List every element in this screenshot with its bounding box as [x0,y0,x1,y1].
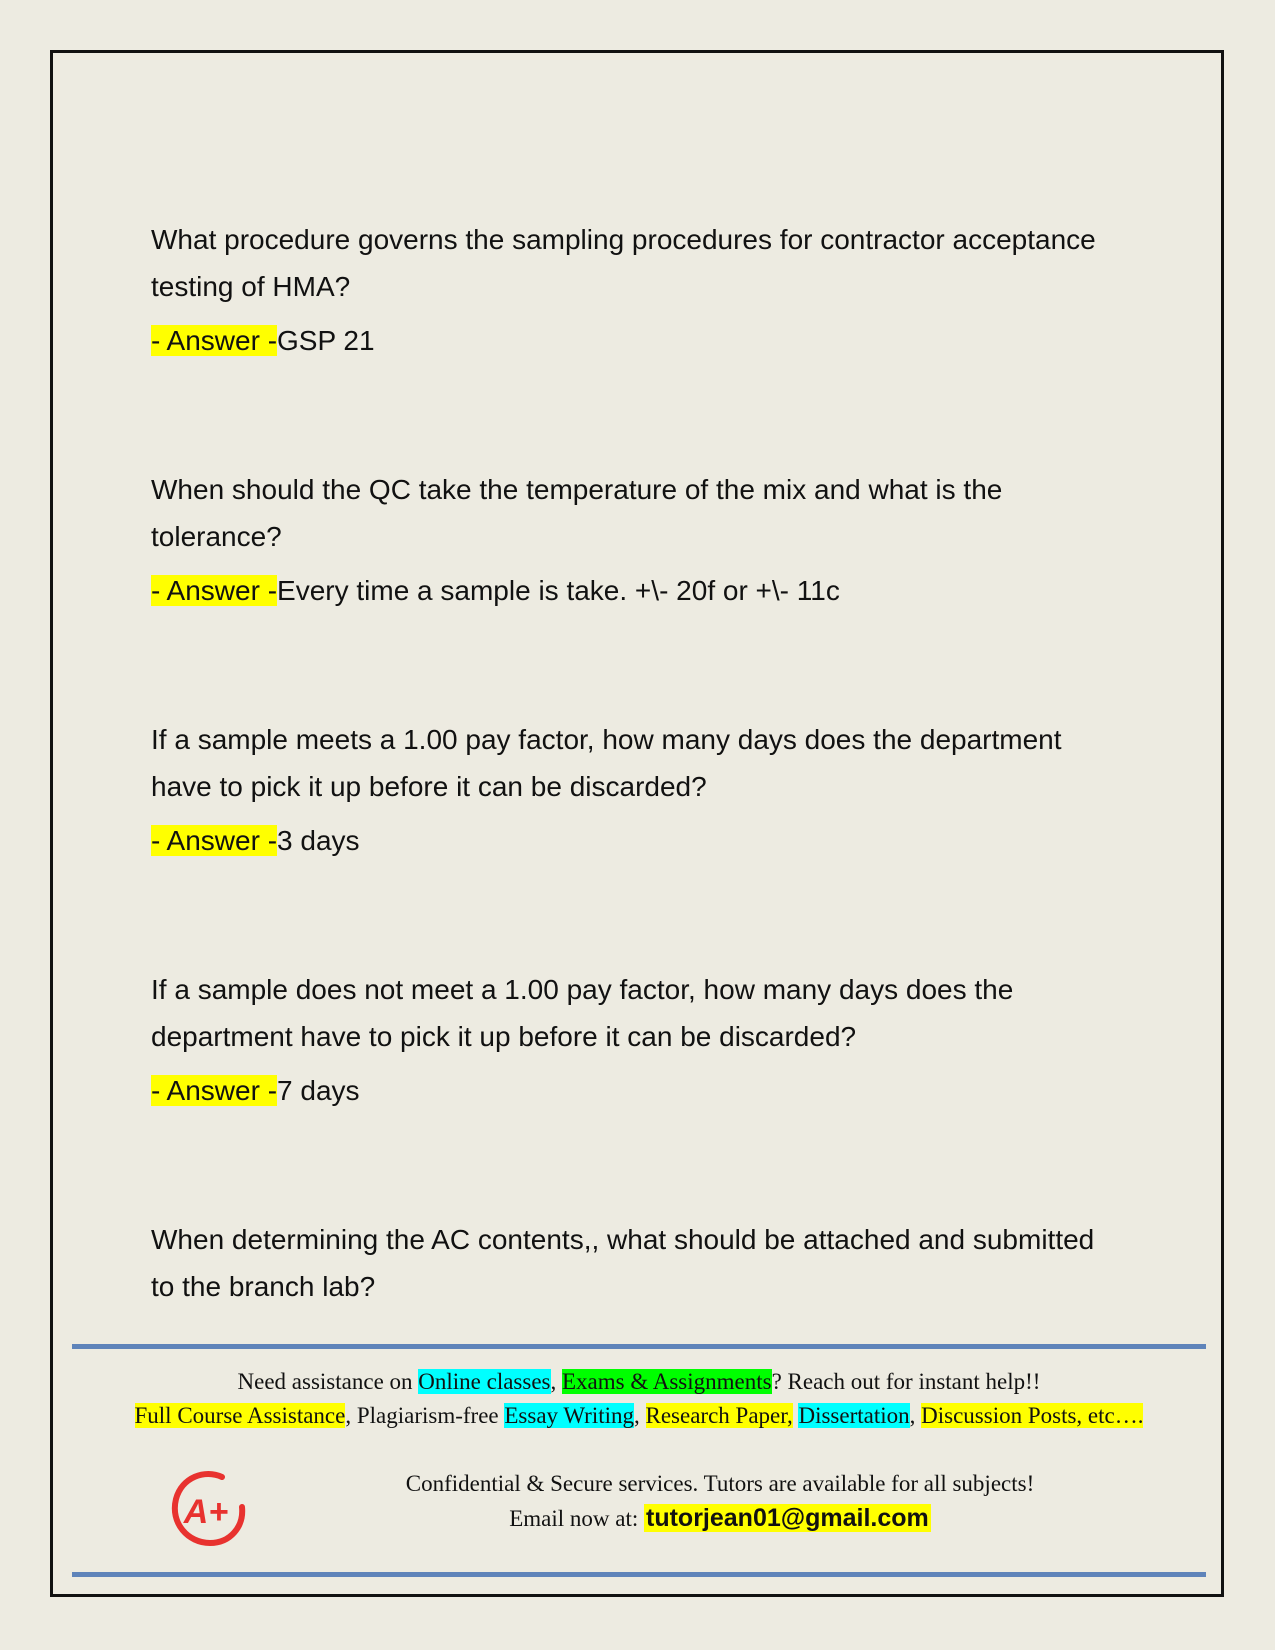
footer-text: , [634,1403,646,1428]
answer-line [151,1074,1111,1108]
question-text: When determining the AC contents,, what should be attached and submitted to the branch lab? [151,1224,1095,1302]
question-text: If a sample does not meet a 1.00 pay factor, how many days does the department have to pick it up before it can be discarded? [151,974,1014,1052]
answer-text: 7 days [277,1075,360,1106]
footer-line-1 [72,1369,1206,1395]
answer-label: - Answer - [151,1075,278,1106]
footer-text: , [550,1369,562,1394]
full-course-highlight: Full Course Assistance [134,1403,346,1428]
logo-text: A+ [183,1493,229,1531]
qa-item-5 [151,1216,1111,1310]
qa-item-1 [151,216,1111,358]
essay-writing-highlight: Essay Writing [504,1403,634,1428]
answer-line [151,324,1111,358]
footer-top-rule [72,1344,1206,1349]
answer-label: - Answer - [151,325,278,356]
research-paper-highlight: Research Paper, [645,1403,793,1428]
qa-item-2 [151,466,1111,608]
answer-line [151,574,1111,608]
footer-line-2 [72,1403,1206,1429]
qa-item-4 [151,966,1111,1108]
footer-line-4 [220,1504,1220,1533]
answer-text: Every time a sample is take. +\- 20f or +\- 11c [277,575,840,606]
question-text: What procedure governs the sampling procedures for contractor acceptance testing of HMA? [151,224,1096,302]
question-text: When should the QC take the temperature of the mix and what is the tolerance? [151,474,1003,552]
dissertation-highlight: Dissertation [798,1403,910,1428]
answer-line [151,824,1111,858]
footer-line-3: Confidential & Secure services. Tutors are available for all subjects! [405,1471,1035,1496]
answer-text: 3 days [277,825,360,856]
email-link[interactable]: tutorjean01@gmail.com [646,1504,929,1532]
exams-assignments-highlight: Exams & Assignments [562,1369,772,1394]
footer-text: ? Reach out for instant help!! [771,1369,1041,1394]
footer-text: , [909,1403,922,1428]
answer-label: - Answer - [151,575,278,606]
footer-text: Email now at: [509,1506,644,1531]
answer-text: GSP 21 [277,325,375,356]
discussion-posts-highlight: Discussion Posts, etc…. [921,1403,1144,1428]
online-classes-highlight: Online classes [418,1369,551,1394]
footer-bottom-rule [72,1572,1206,1577]
footer-text: Need assistance on [237,1369,419,1394]
question-text: If a sample meets a 1.00 pay factor, how many days does the department have to pick it up before it can be discarded? [151,724,1062,802]
qa-item-3 [151,716,1111,858]
footer-text: , Plagiarism-free [345,1403,505,1428]
answer-label: - Answer - [151,825,278,856]
